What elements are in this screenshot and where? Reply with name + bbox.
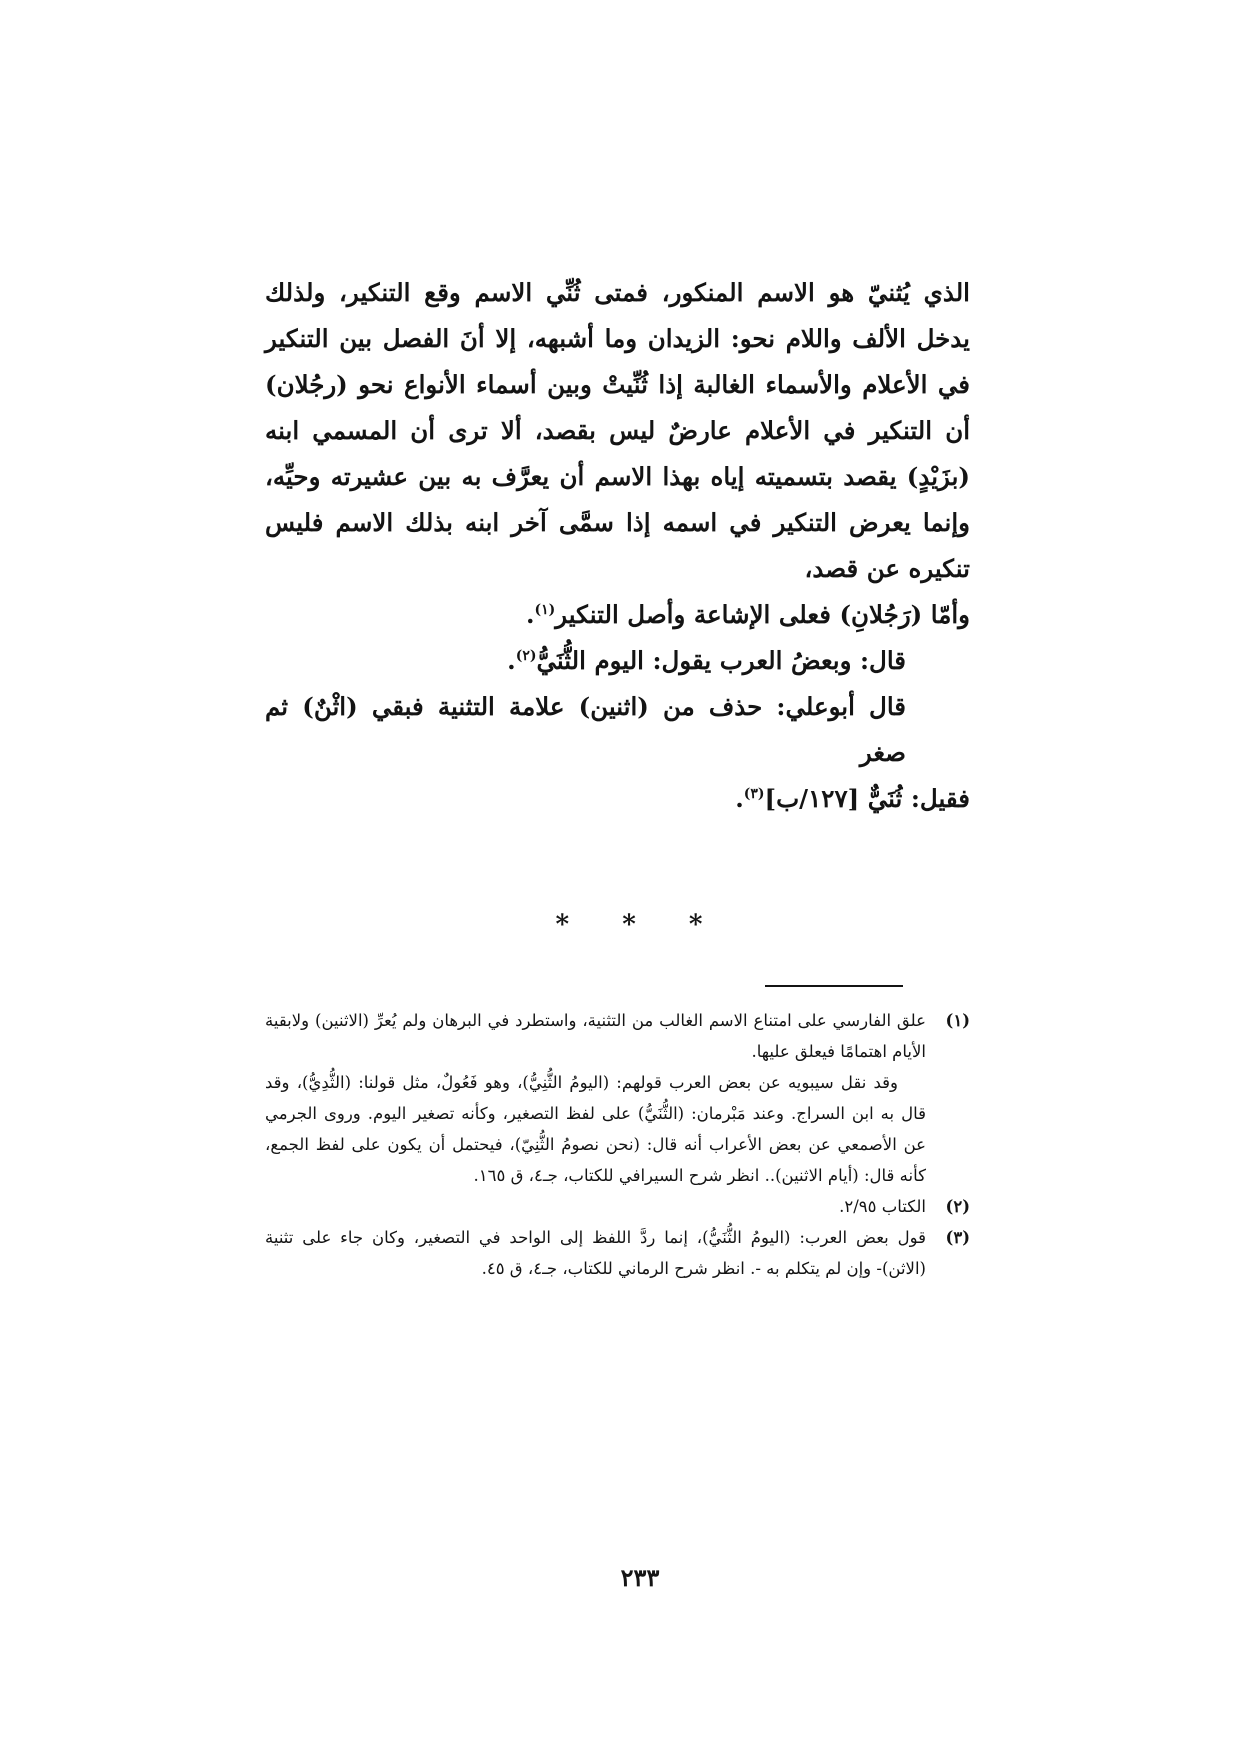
footnote-paragraph: علق الفارسي على امتناع الاسم الغالب من التثنية، واستطرد في البرهان ولم يُعرِّ (الاثنين) ولابقية الأيام اهتمامًا فيعلق عليها. (265, 1011, 926, 1061)
footnote-3 (265, 1222, 970, 1284)
section-separator: * * * (555, 910, 725, 940)
paragraph-1-end: . (525, 600, 535, 629)
footnote-ref-2: (٢) (515, 647, 537, 664)
abu-ali-end: . (735, 784, 744, 813)
qal-end: . (507, 646, 516, 675)
abu-ali-last-text: فقيل: ثُنَيٌّ [١٢٧/ب] (764, 784, 970, 813)
page-number: ٢٣٣ (620, 1563, 660, 1592)
qal-paragraph (265, 638, 970, 684)
main-text (265, 270, 970, 822)
paragraph-1: الذي يُثنيّ هو الاسم المنكور، فمتى ثُنِّي الاسم وقع التنكير، ولذلك يدخل الألف واللام نحو: الزيدان وما أشبهه، إلا أنَ الفصل بين التنكير في الأعلام والأسماء الغالبة إذا ثُنِّيتْ وبين أسماء الأنواع نحو (رجُلان) أن التنكير في الأعلام عارضٌ ليس بقصد، ألا ترى أن المسمي ابنه (بزَيْدٍ) يقصد بتسميته إياه بهذا الاسم أن يعرَّف به بين عشيرته وحيِّه، وإنما يعرض التنكير في اسمه إذا سمَّى آخر ابنه بذلك الاسم فليس تنكيره عن قصد، (265, 278, 970, 583)
qal-label: قال: (859, 646, 906, 675)
footnote-number: (٢) (945, 1197, 970, 1216)
footnote-body (265, 1191, 926, 1222)
footnote-divider (765, 985, 903, 987)
qal-text: وبعضُ العرب يقول: اليوم الثُّنَيُّ (536, 646, 852, 675)
paragraph-1-last-line (265, 592, 970, 638)
footnote-1 (265, 1005, 970, 1191)
footnote-number: (٣) (945, 1228, 970, 1247)
footnotes (265, 1005, 970, 1284)
footnote-paragraph: وقد نقل سيبويه عن بعض العرب قولهم: (اليومُ الثُّنِيُّ)، وهو فَعُولٌ، مثل قولنا: (الثُّدِيُّ)، وقد قال به ابن السراج. وعند مَبْرمان: (الثُّنَيُّ) على لفظ التصغير، وكأنه تصغير اليوم. وروى الجرمي عن الأصمعي عن بعض الأعراب أنه قال: (نحن نصومُ الثُّنِيّ)، فيحتمل أن يكون على لفظ الجمع، كأنه قال: (أيام الاثنين).. انظر شرح السيرافي للكتاب، جـ٤، ق ١٦٥. (265, 1073, 926, 1185)
footnote-paragraph: الكتاب ٢/٩٥. (839, 1197, 926, 1216)
footnote-ref-3: (٣) (743, 785, 765, 802)
paragraph-1-last-text: وأمّا (رَجُلانِ) فعلى الإشاعة وأصل التنكير (555, 600, 970, 629)
abu-ali-last-line (265, 776, 970, 822)
footnote-body (265, 1005, 926, 1191)
footnote-number: (١) (945, 1011, 970, 1030)
footnote-ref-1: (١) (534, 601, 556, 618)
footnote-paragraph: قول بعض العرب: (اليومُ الثُّنَيُّ)، إنما ردَّ اللفظ إلى الواحد في التصغير، وكان جاء على تثنية (الاثن)- وإن لم يتكلم به -. انظر شرح الرماني للكتاب، جـ٤، ق ٤٥. (265, 1228, 926, 1278)
abu-ali-paragraph: قال أبوعلي: حذف من (اثنين) علامة التثنية فبقي (اثْنٌ) ثم صغر (265, 692, 906, 767)
footnote-body (265, 1222, 926, 1284)
footnote-2 (265, 1191, 970, 1222)
